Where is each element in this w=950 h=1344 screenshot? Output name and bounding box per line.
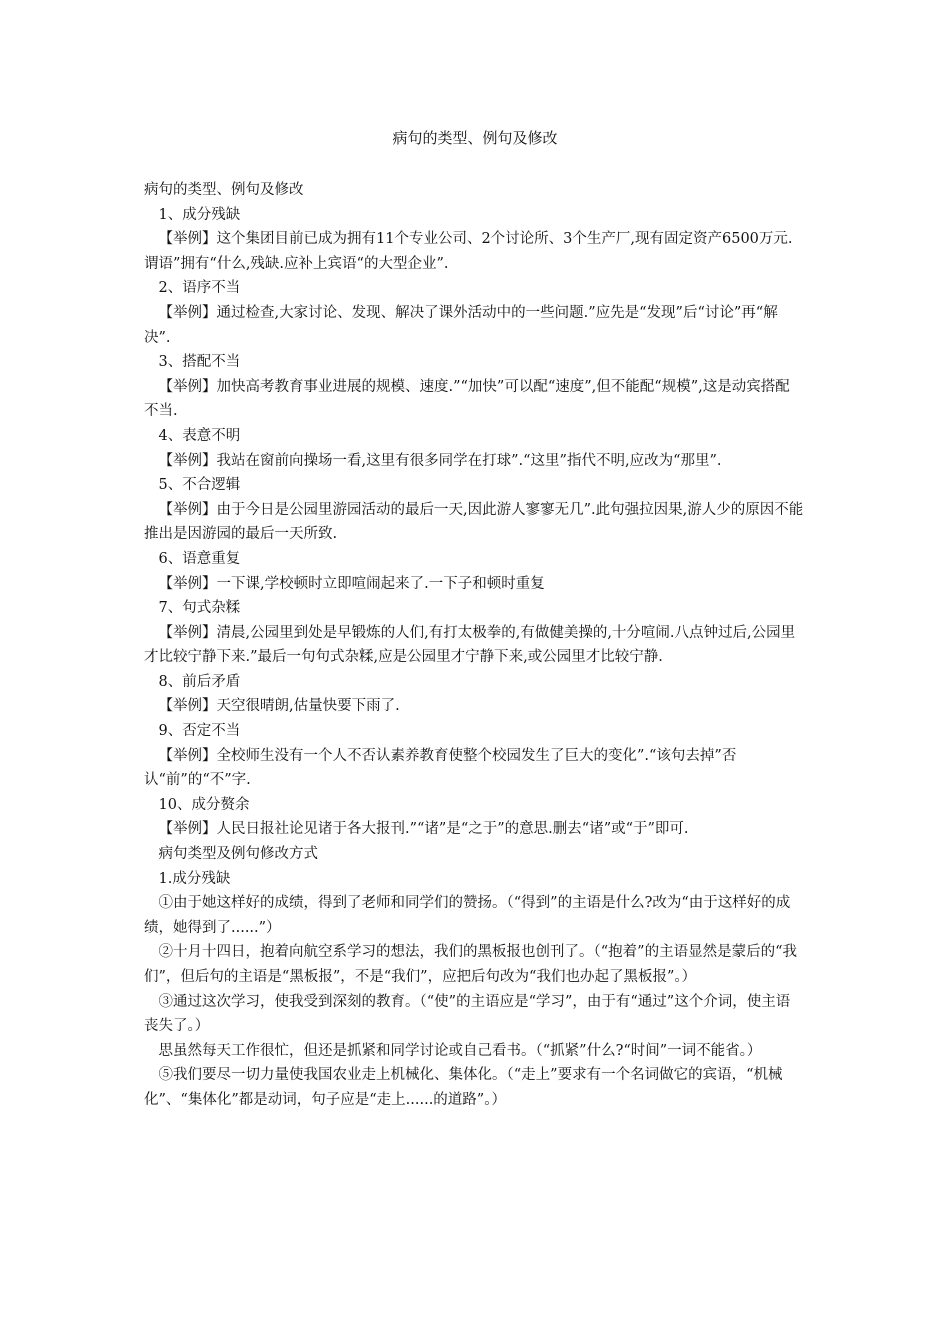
paragraph: 6、语意重复 — [158, 550, 241, 567]
paragraph: 【举例】我站在窗前向操场一看,这里有很多同学在打球”.“这里”指代不明,应改为“那里”. — [158, 452, 722, 469]
document-body — [144, 178, 804, 1113]
paragraph: 【举例】通过检查,大家讨论、发现、解决了课外活动中的一些问题.”应先是“发现”后“讨论”再“解决”. — [144, 304, 778, 346]
paragraph: 【举例】一下课,学校顿时立即喧闹起来了.一下子和顿时重复 — [158, 575, 545, 592]
paragraph: 5、不合逻辑 — [158, 477, 241, 494]
paragraph: 【举例】加快高考教育事业进展的规模、速度.”“加快”可以配“速度”,但不能配“规模”,这是动宾搭配不当. — [144, 378, 790, 420]
section-heading: 病句的类型、例句及修改 — [144, 182, 304, 198]
paragraph: 10、成分赘余 — [158, 796, 250, 813]
paragraph: 8、前后矛盾 — [158, 673, 241, 690]
page-title: 病句的类型、例句及修改 — [392, 129, 558, 147]
paragraph: 3、搭配不当 — [158, 354, 241, 371]
paragraph: ③通过这次学习，使我受到深刻的教育。（“使”的主语应是“学习”，由于有“通过”这个介词，使主语丧失了。） — [144, 993, 791, 1035]
paragraph: 【举例】天空很晴朗,估量快要下雨了. — [158, 698, 400, 715]
paragraph: 病句类型及例句修改方式 — [158, 846, 318, 863]
paragraph: 4、表意不明 — [158, 427, 241, 444]
paragraph: ②十月十四日，抱着向航空系学习的想法，我们的黑板报也创刊了。（“抱着”的主语显然是蒙后的“我们”，但后句的主语是“黑板报”，不是“我们”，应把后句改为“我们也办起了黑板报”。） — [144, 944, 797, 985]
paragraph: ⑤我们要尽一切力量使我国农业走上机械化、集体化。（“走上”要求有一个名词做它的宾语，“机械化”、“集体化”都是动词，句子应是“走上......的道路”。） — [144, 1067, 783, 1108]
paragraph-list — [144, 203, 804, 1113]
paragraph: 【举例】清晨,公园里到处是早锻炼的人们,有打太极拳的,有做健美操的,十分喧闹.八点钟过后,公园里才比较宁静下来.”最后一句句式杂糅,应是公园里才宁静下来,或公园里才比较宁静. — [144, 624, 796, 666]
paragraph: 9、否定不当 — [158, 723, 241, 740]
paragraph: ①由于她这样好的成绩，得到了老师和同学们的赞扬。（“得到”的主语是什么?改为“由于这样好的成绩，她得到了......”） — [144, 895, 791, 936]
paragraph: 7、句式杂糅 — [158, 600, 241, 617]
paragraph: 1.成分残缺 — [158, 870, 231, 887]
paragraph: 2、语序不当 — [158, 280, 241, 297]
paragraph: 【举例】人民日报社论见诸于各大报刊.”“诸”是“之于”的意思.删去“诸”或“于”即可. — [158, 821, 689, 838]
paragraph: 【举例】这个集团目前已成为拥有11个专业公司、2个讨论所、3个生产厂,现有固定资产6500万元.谓语”拥有“什么,残缺.应补上宾语“的大型企业”. — [144, 231, 793, 272]
paragraph: 1、成分残缺 — [158, 206, 241, 223]
paragraph: 【举例】由于今日是公园里游园活动的最后一天,因此游人寥寥无几”.此句强拉因果,游人少的原因不能推出是因游园的最后一天所致. — [144, 501, 804, 543]
paragraph: 【举例】全校师生没有一个人不否认素养教育使整个校园发生了巨大的变化”.“该句去掉”否认“前”的“不”字. — [144, 747, 737, 789]
paragraph: 思虽然每天工作很忙，但还是抓紧和同学讨论或自己看书。（“抓紧”什么?“时间”一词不能省。） — [158, 1042, 762, 1059]
